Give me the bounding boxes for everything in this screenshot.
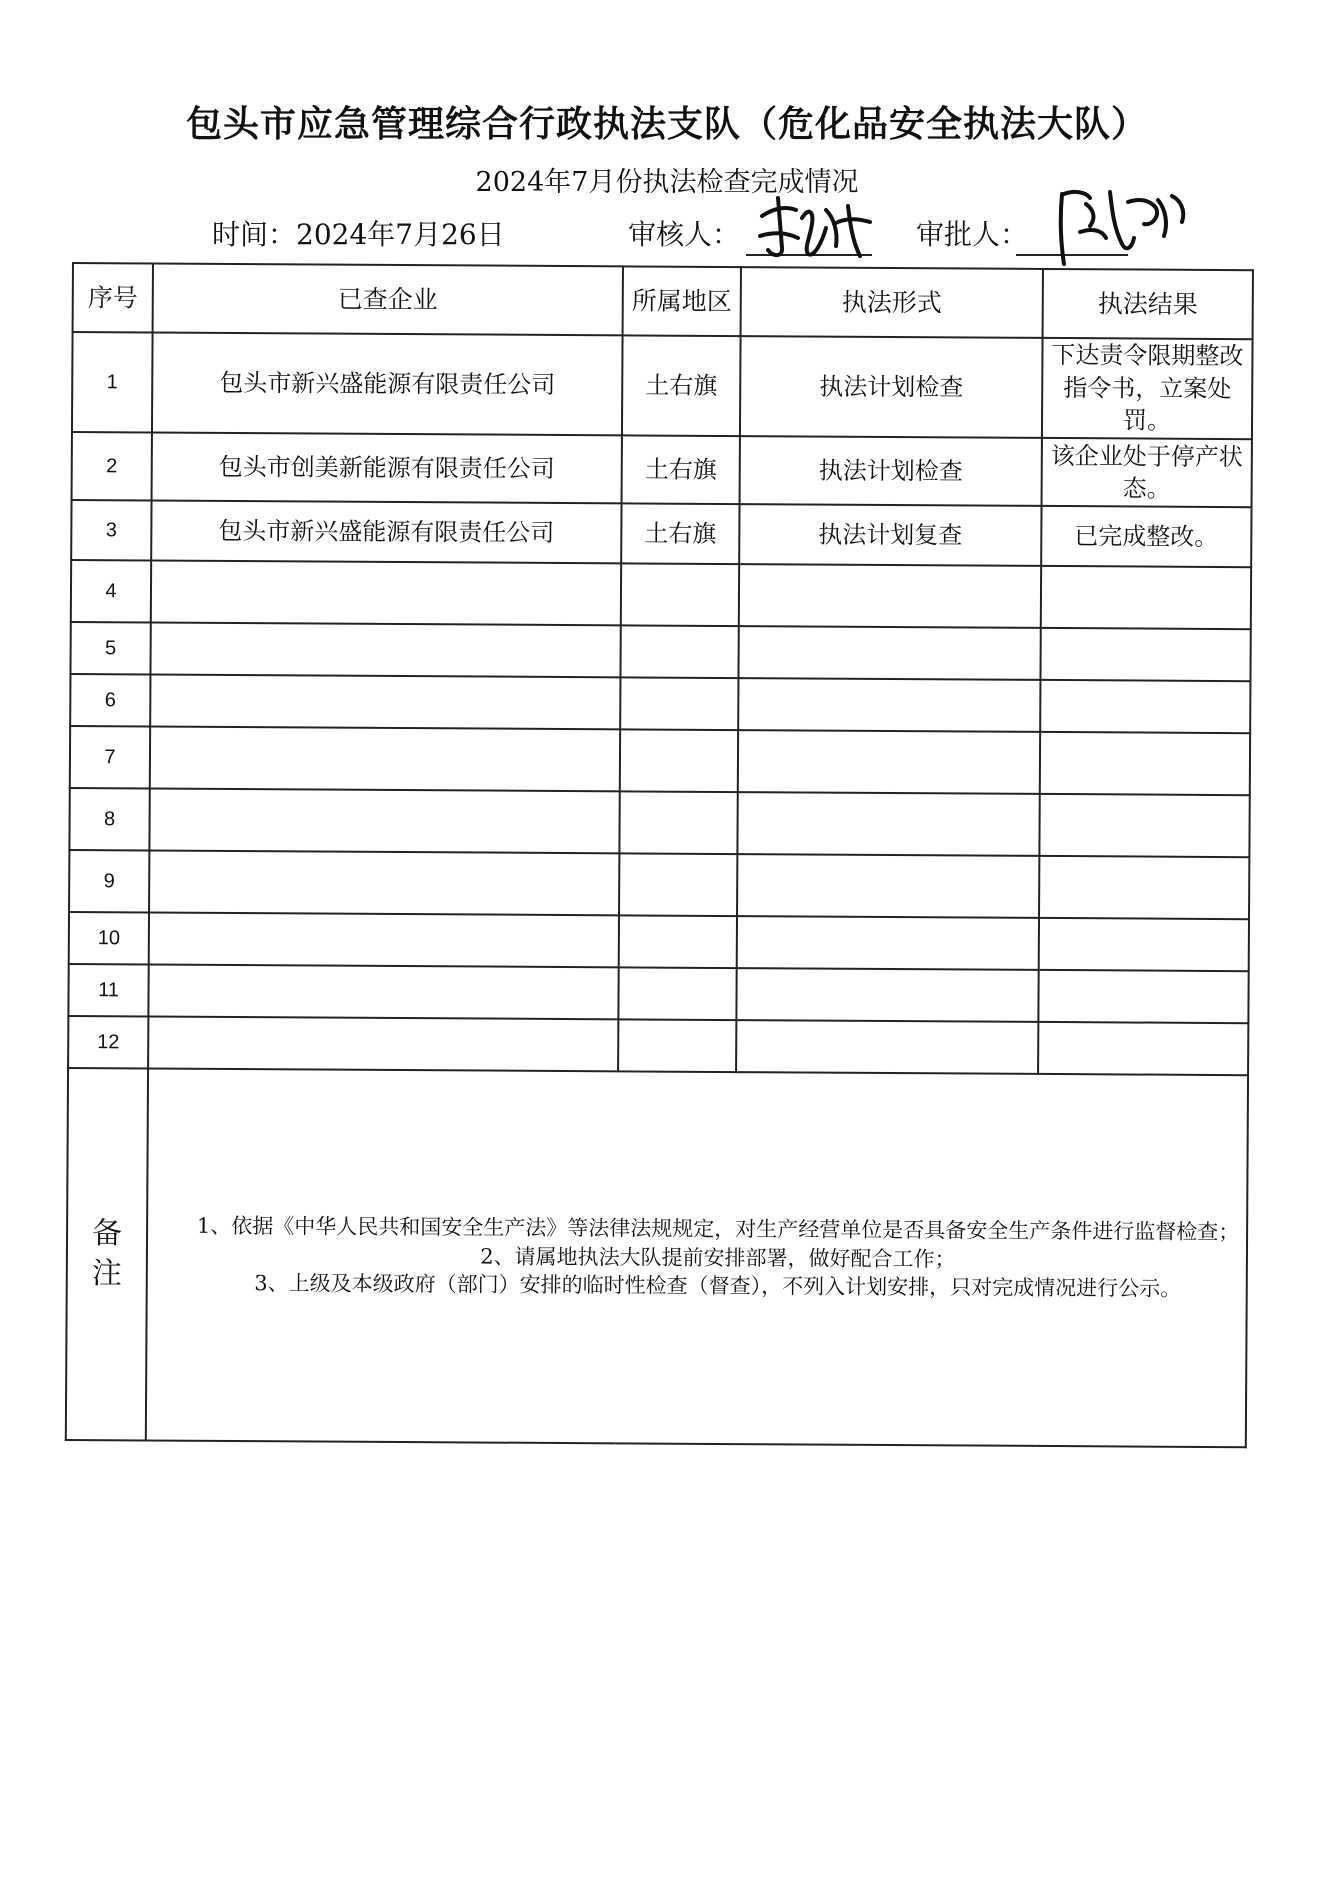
row-seq: 5 <box>70 622 150 674</box>
row-region: 土右旗 <box>622 335 741 436</box>
row-form <box>738 730 1040 794</box>
reviewer-signature <box>752 188 882 268</box>
row-form: 执法计划复查 <box>739 504 1041 566</box>
row-form <box>738 678 1040 732</box>
row-seq: 7 <box>70 726 150 788</box>
row-result <box>1040 680 1250 733</box>
row-region <box>621 563 739 626</box>
row-seq: 3 <box>71 500 151 560</box>
row-seq: 1 <box>72 332 153 432</box>
header-result: 执法结果 <box>1043 269 1253 339</box>
table-row <box>72 432 1252 507</box>
remarks-label-line1: 备 <box>91 1215 123 1251</box>
row-seq: 12 <box>68 1016 148 1068</box>
remarks-label-line2: 注 <box>91 1256 122 1292</box>
table-row <box>68 1016 1248 1075</box>
row-region <box>619 915 737 968</box>
row-company <box>150 674 620 729</box>
row-region <box>618 967 736 1020</box>
row-company <box>149 912 619 967</box>
reviewer-label: 审核人： <box>628 218 741 251</box>
row-seq: 2 <box>72 432 152 500</box>
row-company <box>150 726 620 791</box>
time-label: 时间： <box>212 218 297 251</box>
document-title: 包头市应急管理综合行政执法支队（危化品安全执法大队） <box>185 104 1148 145</box>
remark-item: 2、请属地执法大队提前安排部署，做好配合工作； <box>480 1244 956 1272</box>
remarks-row <box>66 1068 1248 1447</box>
row-form: 执法计划检查 <box>740 436 1042 506</box>
row-company <box>148 1016 618 1071</box>
time-value: 2024年7月26日 <box>296 218 505 251</box>
remark-item: 3、上级及本级政府（部门）安排的临时性检查（督查），不列入计划安排，只对完成情况进行公示。 <box>254 1271 1182 1301</box>
row-form <box>738 626 1040 680</box>
row-form <box>736 1020 1038 1074</box>
row-result <box>1040 628 1250 681</box>
row-company <box>148 964 618 1019</box>
row-company <box>149 788 619 853</box>
table-row <box>68 964 1248 1023</box>
table-header-row <box>73 263 1253 339</box>
row-region <box>620 677 738 730</box>
row-result <box>1038 1022 1248 1075</box>
row-seq: 11 <box>68 964 148 1016</box>
approver-signature <box>1040 180 1200 275</box>
row-company: 包头市创美新能源有限责任公司 <box>152 432 622 503</box>
row-form <box>737 792 1039 856</box>
row-seq: 4 <box>71 560 151 622</box>
inspection-table <box>65 262 1254 1448</box>
remarks-body <box>146 1068 1248 1447</box>
row-result <box>1041 566 1251 629</box>
row-form <box>737 854 1039 918</box>
row-result <box>1038 970 1248 1023</box>
table-row <box>69 912 1249 971</box>
row-company <box>149 850 619 915</box>
remarks-label <box>66 1068 148 1440</box>
row-result <box>1039 794 1249 857</box>
row-form <box>736 968 1038 1022</box>
row-result <box>1039 918 1249 971</box>
table-row <box>71 560 1251 629</box>
row-result: 该企业处于停产状态。 <box>1042 438 1252 507</box>
row-seq: 10 <box>69 912 149 964</box>
table-row <box>71 500 1251 567</box>
approver-label: 审批人： <box>916 218 1029 251</box>
header-seq: 序号 <box>73 263 153 332</box>
table-row <box>70 674 1250 733</box>
time-field <box>212 213 505 253</box>
row-result <box>1039 856 1249 919</box>
table-row <box>69 850 1249 919</box>
row-region: 土右旗 <box>621 503 739 564</box>
row-region <box>619 791 737 854</box>
row-company: 包头市新兴盛能源有限责任公司 <box>151 500 621 563</box>
row-company <box>150 622 620 677</box>
row-company: 包头市新兴盛能源有限责任公司 <box>152 332 623 435</box>
row-seq: 8 <box>69 788 149 850</box>
row-result: 下达责令限期整改指令书，立案处罚。 <box>1042 338 1253 439</box>
document-subtitle: 2024年7月份执法检查完成情况 <box>475 167 859 198</box>
row-result <box>1040 732 1250 795</box>
table-row <box>70 622 1250 681</box>
row-seq: 9 <box>69 850 149 912</box>
row-region <box>618 1019 736 1072</box>
row-result: 已完成整改。 <box>1041 506 1251 567</box>
row-form: 执法计划检查 <box>740 336 1043 438</box>
row-company <box>151 560 621 625</box>
row-form <box>737 916 1039 970</box>
row-seq: 6 <box>70 674 150 726</box>
row-region <box>620 625 738 678</box>
table-row <box>72 332 1253 439</box>
table-row <box>69 788 1249 857</box>
header-region: 所属地区 <box>623 266 741 336</box>
remark-item: 1、依据《中华人民共和国安全生产法》等法律法规规定，对生产经营单位是否具备安全生产条件进行监督检查； <box>196 1214 1240 1245</box>
table-row <box>70 726 1250 795</box>
row-region <box>619 853 737 916</box>
header-form: 执法形式 <box>741 267 1043 338</box>
row-region <box>620 729 738 792</box>
row-region: 土右旗 <box>622 435 740 504</box>
header-company: 已查企业 <box>153 263 623 335</box>
row-form <box>739 564 1041 628</box>
